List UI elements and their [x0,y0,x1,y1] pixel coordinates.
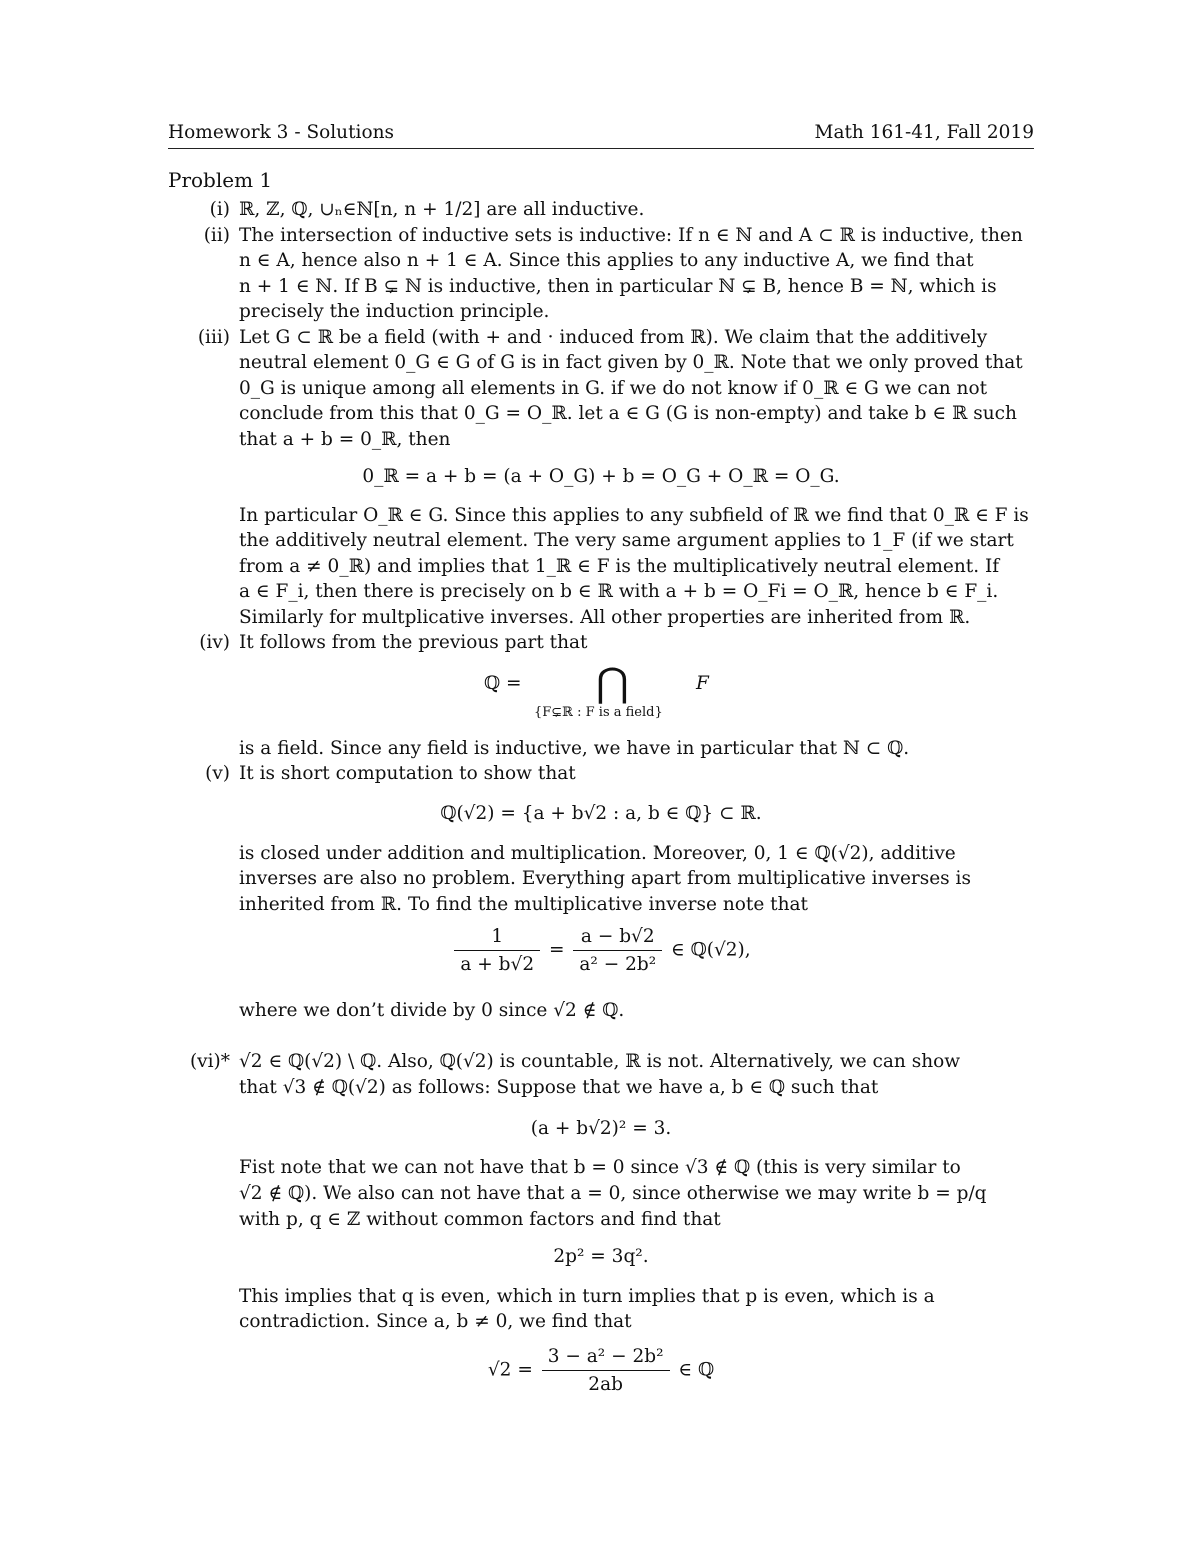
part-v-line: is closed under addition and multiplication. Moreover, 0, 1 ∈ ℚ(√2), additive [239,843,956,864]
fraction-numerator: 3 − a² − 2b² [542,1346,670,1371]
part-v-line: inverses are also no problem. Everything apart from multiplicative inverses is [239,868,971,889]
final-lhs: √2 = [487,1359,533,1381]
part-iii-line: from a ≠ 0_ℝ) and implies that 1_ℝ ∈ F is the multiplicatively neutral element. If [239,556,1000,577]
fraction-final [542,1346,670,1395]
part-vi-label: (vi)* [189,1051,230,1072]
fraction-tail: ∈ ℚ(√2), [671,939,751,961]
part-vi-line: Fist note that we can not have that b = 0 since √3 ∉ ℚ (this is very similar to [239,1157,961,1178]
fraction-denominator: 2ab [588,1374,623,1395]
part-ii-line: n ∈ A, hence also n + 1 ∈ A. Since this applies to any inductive A, we find that [239,250,974,271]
part-v-label: (v) [205,763,230,784]
part-v-display-equation: ℚ(√2) = {a + b√2 : a, b ∈ ℚ} ⊂ ℝ. [440,803,762,824]
part-ii-line: n + 1 ∈ ℕ. If B ⊊ ℕ is inductive, then in particular ℕ ⊊ B, hence B = ℕ, which is [239,276,997,297]
part-iii-line: conclude from this that 0_G = O_ℝ. let a ∈ G (G is non-empty) and take b ∈ ℝ such [239,403,1017,424]
part-iii-line: neutral element 0_G ∈ G of G is in fact given by 0_ℝ. Note that we only proved that [239,352,1023,373]
part-ii-label: (ii) [203,225,230,246]
fraction-numerator: a − b√2 [573,926,662,951]
page-header [168,122,1034,149]
part-vi-line: This implies that q is even, which in turn implies that p is even, which is a [239,1286,935,1307]
part-ii-line: The intersection of inductive sets is inductive: If n ∈ ℕ and A ⊂ ℝ is inductive, then [239,225,1023,246]
part-iv-line: It follows from the previous part that [239,632,588,653]
part-i-label: (i) [209,199,230,220]
part-i-line: ℝ, ℤ, ℚ, ∪ₙ∈ℕ[n, n + 1/2] are all inductive. [239,199,645,220]
part-v-inverse-formula [168,926,1034,975]
fraction-denominator: a² − 2b² [579,954,657,975]
part-vi-display-equation: (a + b√2)² = 3. [530,1118,672,1139]
part-v-line: It is short computation to show that [239,763,576,784]
part-iii-line: a ∈ F_i, then there is precisely on b ∈ ℝ with a + b = O_Fi = O_ℝ, hence b ∈ F_i. [239,581,999,602]
header-left: Homework 3 - Solutions [168,122,394,143]
final-tail: ∈ ℚ [678,1359,715,1381]
fraction-conjugate [573,926,662,975]
part-iii-line: In particular O_ℝ ∈ G. Since this applies to any subfield of ℝ we find that 0_ℝ ∈ F is [239,505,1029,526]
part-iii-display-equation: 0_ℝ = a + b = (a + O_G) + b = O_G + O_ℝ = O_G. [362,466,840,487]
part-vi-line: √2 ∉ ℚ). We also can not have that a = 0, since otherwise we may write b = p/q [239,1183,987,1204]
part-iii-line: Similarly for multplicative inverses. All other properties are inherited from ℝ. [239,607,971,628]
part-iv-display-subscript: {F⊊ℝ : F is a field} [534,705,663,720]
part-iv-display-rhs: F [696,673,709,694]
part-vi-line: with p, q ∈ ℤ without common factors and find that [239,1209,721,1230]
part-vi-line: √2 ∈ ℚ(√2) \ ℚ. Also, ℚ(√2) is countable, ℝ is not. Alternatively, we can show [239,1051,961,1072]
part-vi-line: that √3 ∉ ℚ(√2) as follows: Suppose that we have a, b ∈ ℚ such that [239,1077,879,1098]
fraction-numerator: 1 [454,926,540,951]
part-iii-label: (iii) [197,327,230,348]
part-v-line: where we don’t divide by 0 since √2 ∉ ℚ. [239,1000,625,1021]
fraction-denominator: a + b√2 [460,954,535,975]
part-iv-display-lhs: ℚ = [484,673,522,694]
part-ii-line: precisely the induction principle. [239,301,550,322]
part-vi-line: contradiction. Since a, b ≠ 0, we find that [239,1311,632,1332]
part-iii-line: Let G ⊂ ℝ be a field (with + and · induced from ℝ). We claim that the additively [239,327,988,348]
part-iv-line: is a field. Since any field is inductive, we have in particular that ℕ ⊂ ℚ. [239,738,910,759]
part-v-line: inherited from ℝ. To find the multiplicative inverse note that [239,894,808,915]
part-iv-label: (iv) [199,632,230,653]
part-iii-line: the additively neutral element. The very same argument applies to 1_F (if we start [239,530,1014,551]
header-right: Math 161-41, Fall 2019 [814,122,1034,143]
intersection-symbol: ⋂ [596,660,629,706]
equals-sign: = [548,939,565,961]
part-vi-final-formula [168,1346,1034,1395]
problem-title: Problem 1 [168,168,273,192]
part-iii-line: 0_G is unique among all elements in G. if we do not know if 0_ℝ ∈ G we can not [239,378,988,399]
fraction-one-over [454,926,540,975]
part-iii-line: that a + b = 0_ℝ, then [239,429,451,450]
part-vi-display-equation: 2p² = 3q². [553,1246,649,1267]
